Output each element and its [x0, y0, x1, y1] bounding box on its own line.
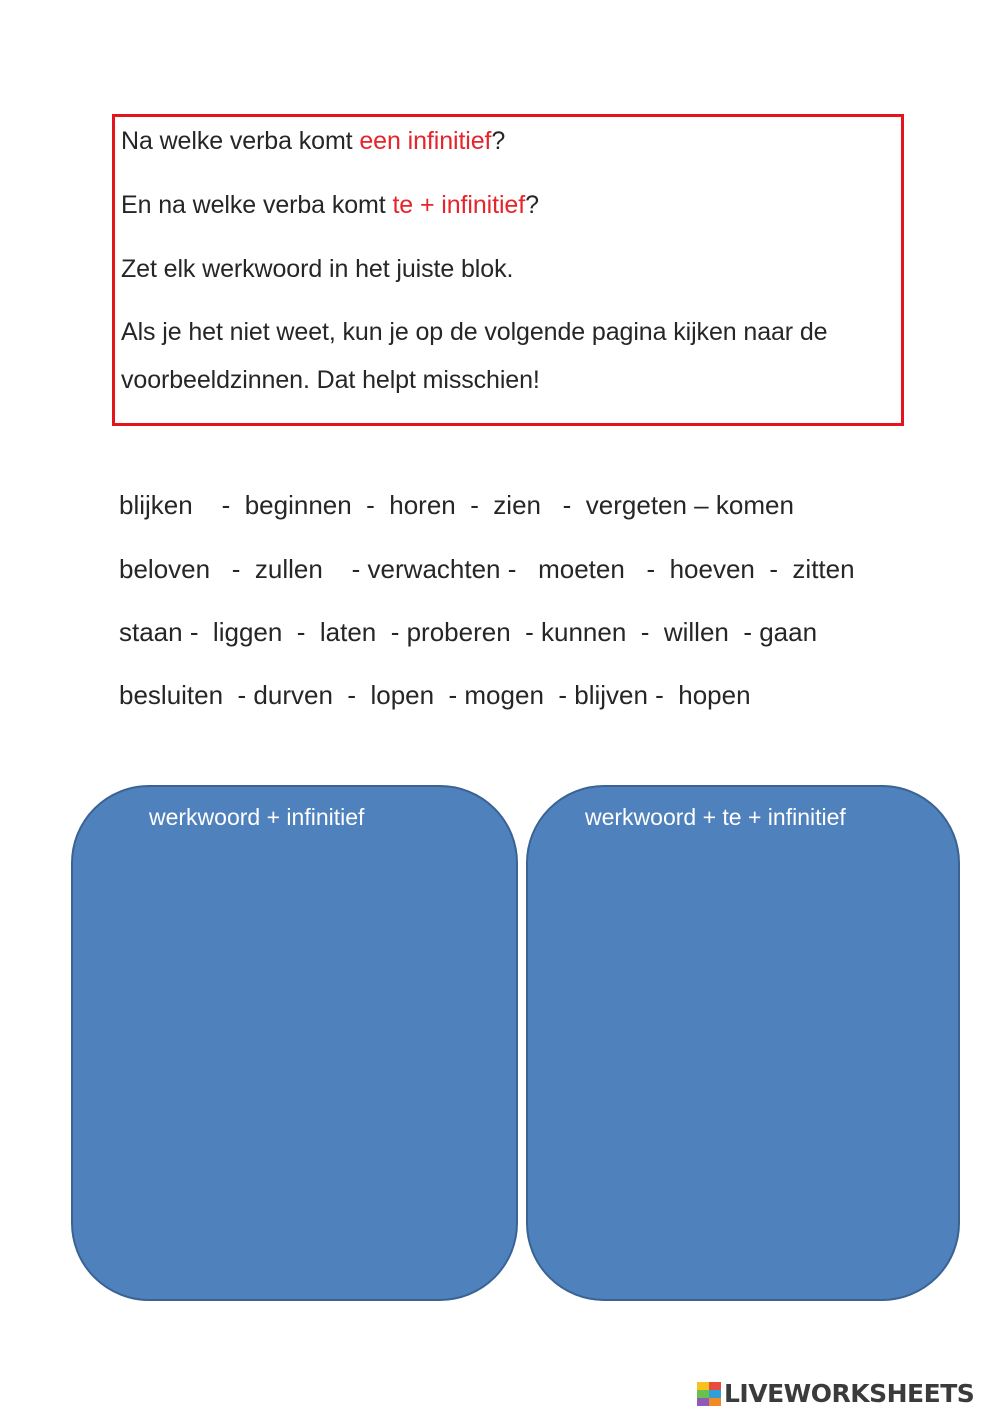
drop-zone-te-infinitief[interactable] — [526, 785, 960, 1301]
word-row-3[interactable]: staan - liggen - laten - proberen - kunnen - willen - gaan — [119, 617, 818, 647]
instruction-text: Na welke verba komt — [121, 127, 360, 155]
word-row-4[interactable]: besluiten - durven - lopen - mogen - blijven - hopen — [119, 680, 751, 710]
instruction-line-5: voorbeeldzinnen. Dat helpt misschien! — [121, 366, 540, 394]
highlight-text: te + infinitief — [392, 191, 526, 219]
logo-text: LIVEWORKSHEETS — [724, 1379, 975, 1408]
instruction-box — [112, 114, 904, 426]
instruction-text: ? — [525, 191, 539, 219]
instruction-line-4: Als je het niet weet, kun je op de volgende pagina kijken naar de — [121, 318, 828, 346]
word-row-1[interactable]: blijken - beginnen - horen - zien - vergeten – komen — [119, 490, 794, 520]
drop-zone-title: werkwoord + te + infinitief — [585, 804, 846, 830]
word-row-2[interactable]: beloven - zullen - verwachten - moeten - hoeven - zitten — [119, 554, 855, 584]
highlight-text: een infinitief — [359, 127, 492, 155]
instruction-line-3: Zet elk werkwoord in het juiste blok. — [121, 255, 514, 283]
drop-zone-title: werkwoord + infinitief — [149, 804, 365, 830]
liveworksheets-logo-icon — [697, 1382, 721, 1406]
drop-zone-infinitief[interactable] — [71, 785, 518, 1301]
liveworksheets-logo — [697, 1380, 974, 1408]
instruction-line-1 — [121, 126, 505, 156]
instruction-text: En na welke verba komt — [121, 191, 393, 219]
instruction-line-2 — [121, 190, 539, 220]
instruction-text: ? — [491, 127, 506, 155]
